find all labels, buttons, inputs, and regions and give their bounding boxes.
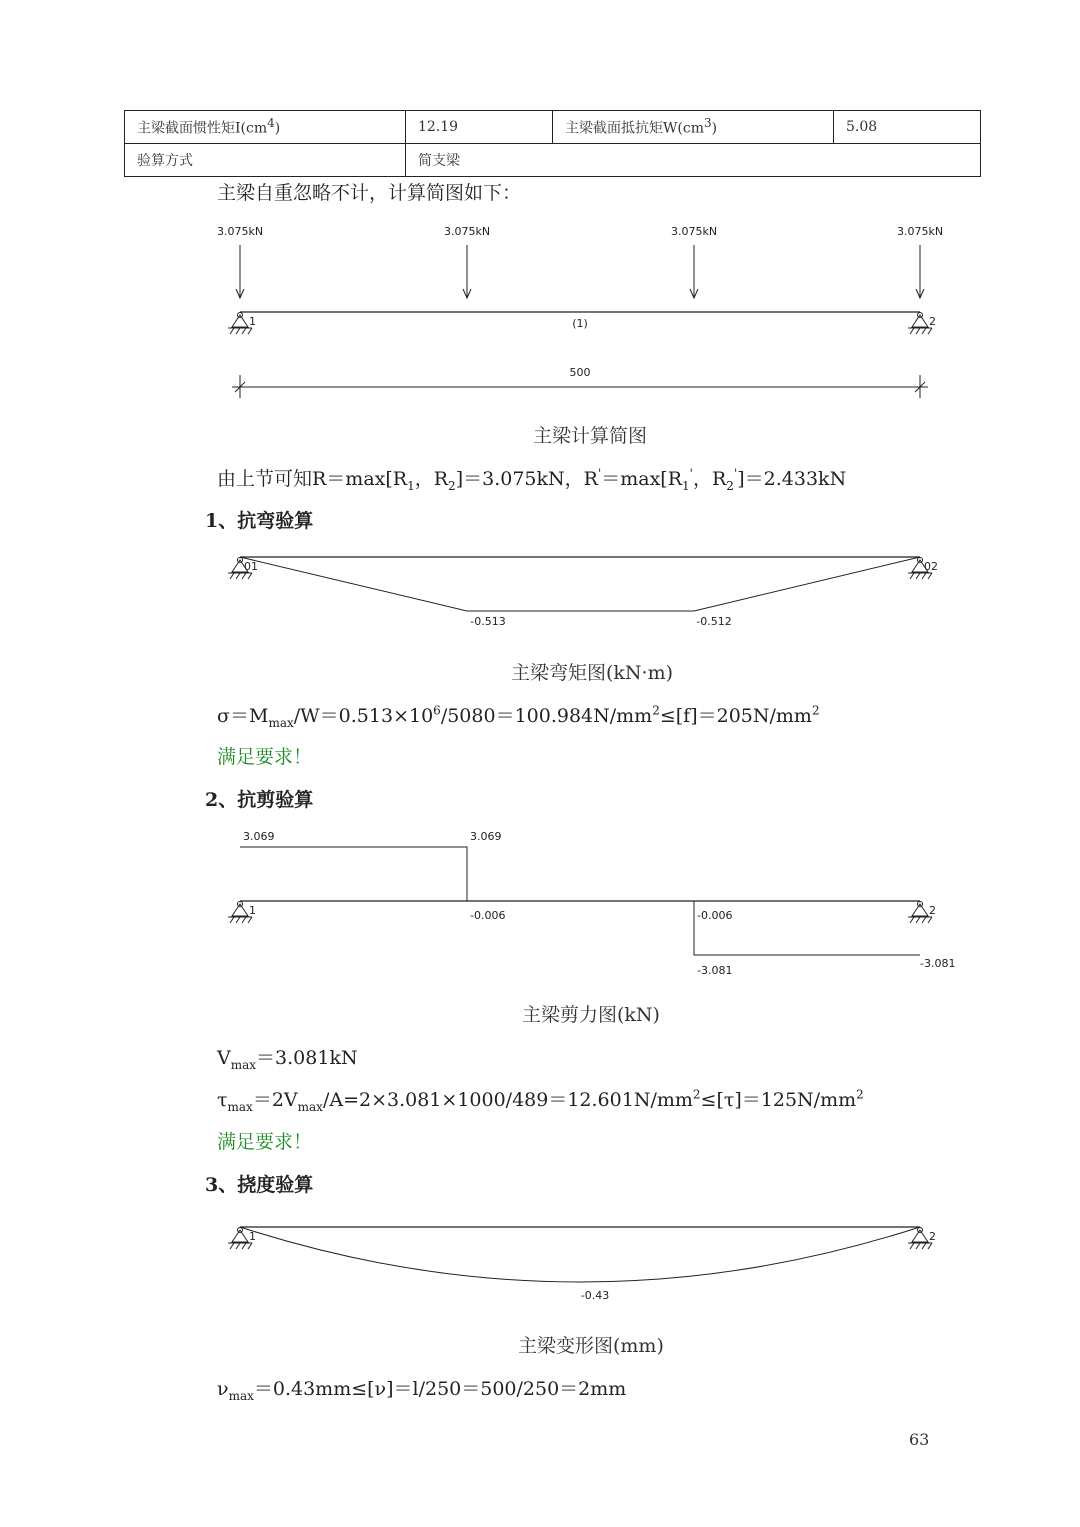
svg-text:2: 2	[929, 315, 936, 328]
table-cell-label: 主梁截面抵抗矩$W(cm^3)$	[553, 111, 834, 144]
shear-value: 3.069	[243, 830, 275, 843]
moment-curve	[240, 557, 920, 611]
moment-value: -0.513	[470, 615, 506, 628]
intro-text: 主梁自重忽略不计，计算简图如下：	[217, 182, 522, 204]
load-label: 3.075kN	[670, 225, 718, 238]
member-label: (1)	[572, 317, 588, 330]
load-arrows	[236, 245, 924, 298]
shear-positive-block	[240, 847, 467, 901]
load-label: 3.075kN	[896, 225, 944, 238]
check-result-ok: 满足要求！	[217, 1131, 313, 1153]
table-cell-value: 5.08	[834, 111, 981, 144]
shear-value: -3.081	[697, 964, 733, 977]
deflection-curve	[240, 1227, 920, 1282]
section-heading-shear: 2、抗剪验算	[205, 789, 314, 811]
shear-value: 3.069	[470, 830, 502, 843]
deflection-diagram	[0, 1215, 1080, 1310]
svg-text:1: 1	[249, 315, 256, 328]
table-cell-value: 12.19	[406, 111, 553, 144]
vmax-formula: $V_{max}=3.081kN$	[217, 1047, 358, 1072]
table-row	[125, 144, 981, 177]
shear-diagram-caption: 主梁剪力图(kN)	[522, 1004, 660, 1026]
svg-text:1: 1	[249, 1230, 256, 1243]
deflection-diagram-caption: 主梁变形图(mm)	[518, 1335, 664, 1357]
section-properties-table	[124, 110, 981, 177]
table-cell-value: 简支梁	[406, 144, 981, 177]
load-label: 3.075kN	[443, 225, 491, 238]
section-heading-deflection: 3、挠度验算	[205, 1174, 314, 1196]
shear-stress-formula: $\tau_{max}=2V_{max}/A=2\times 3.081\times 1000/489=12.601N/mm^2\le[\tau]=125N/mm^2$	[217, 1087, 864, 1114]
span-label: 500	[569, 366, 591, 379]
page-number: 63	[909, 1430, 930, 1449]
check-result-ok: 满足要求！	[217, 746, 313, 768]
svg-text:2: 2	[929, 1230, 936, 1243]
moment-value: -0.512	[696, 615, 732, 628]
shear-value: -0.006	[470, 909, 506, 922]
svg-text:2: 2	[931, 560, 938, 573]
deflection-formula: $\nu_{max}=0.43mm\le[\nu]=l/250=500/250=2mm$	[217, 1378, 627, 1403]
deflection-value: -0.43	[580, 1289, 610, 1302]
load-diagram-caption: 主梁计算简图	[533, 425, 648, 447]
bending-stress-formula: $\sigma=M_{max}/W=0.513\times 10^6/5080=100.984N/mm^2\le[f]=205N/mm^2$	[217, 703, 820, 730]
table-cell-label: 验算方式	[125, 144, 406, 177]
shear-value: -0.006	[697, 909, 733, 922]
svg-text:2: 2	[929, 904, 936, 917]
moment-diagram	[0, 545, 1080, 635]
load-label: 3.075kN	[216, 225, 264, 238]
svg-text:1: 1	[249, 904, 256, 917]
moment-diagram-caption: 主梁弯矩图(kN·m)	[511, 662, 674, 684]
shear-diagram	[0, 825, 1080, 985]
table-cell-label: 主梁截面惯性矩$I(cm^4)$	[125, 111, 406, 144]
load-diagram	[0, 215, 1080, 405]
reaction-text: 由上节可知$R=\max[R_1$，$R_2]=3.075kN$，$R'=\max[R_1'$，$R_2']=2.433kN$	[217, 466, 847, 493]
moment-label: 0	[244, 560, 251, 573]
table-row	[125, 111, 981, 144]
shear-value: -3.081	[920, 957, 956, 970]
svg-text:1: 1	[251, 560, 258, 573]
section-heading-bending: 1、抗弯验算	[205, 510, 314, 532]
moment-label: 0	[924, 560, 931, 573]
